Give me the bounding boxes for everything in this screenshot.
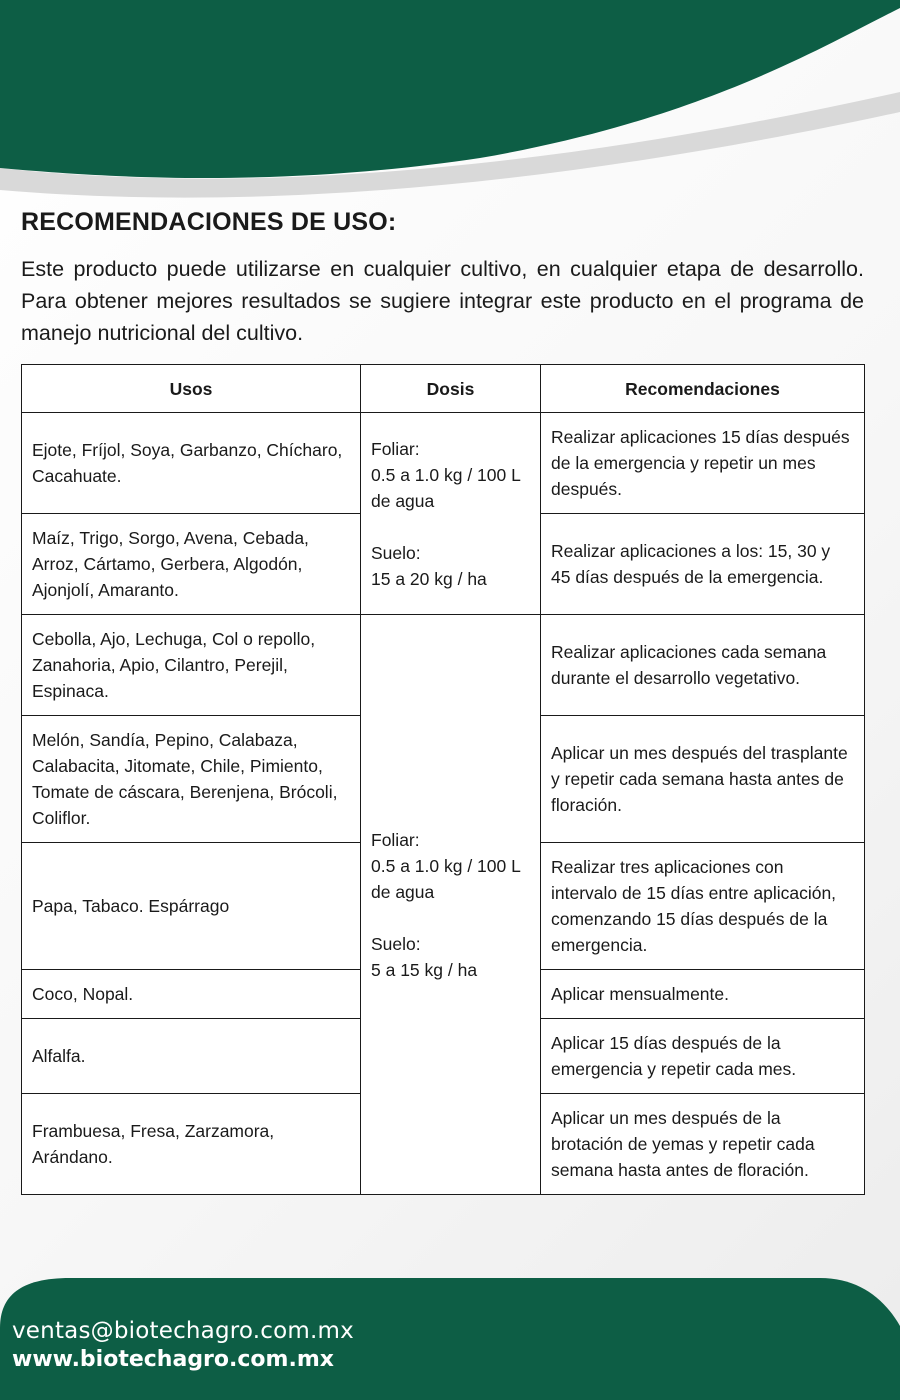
header-wave: [0, 0, 900, 200]
footer-website-link[interactable]: www.biotechagro.com.mx: [12, 1347, 334, 1372]
dosis-cell-group-2: [361, 615, 541, 1195]
header-wave-green: [0, 0, 900, 178]
foliar-value: 0.5 a 1.0 kg / 100 L de agua: [371, 855, 521, 902]
footer-contact: [12, 1316, 354, 1374]
dosis-cell-group-1: [361, 413, 541, 615]
recomendacion-cell: Aplicar un mes después de la brotación de yemas y repetir cada semana hasta antes de floración.: [541, 1094, 865, 1195]
recomendacion-cell: Realizar aplicaciones cada semana durante el desarrollo vegetativo.: [541, 615, 865, 716]
usos-cell: Coco, Nopal.: [22, 970, 361, 1019]
header-recomendaciones: Recomendaciones: [541, 365, 865, 413]
usos-cell: Frambuesa, Fresa, Zarzamora, Arándano.: [22, 1094, 361, 1195]
suelo-value: 5 a 15 kg / ha: [371, 959, 478, 980]
recomendacion-cell: Realizar aplicaciones a los: 15, 30 y 45 días después de la emergencia.: [541, 514, 865, 615]
footer-email-link[interactable]: ventas@biotechagro.com.mx: [12, 1318, 354, 1344]
recomendacion-cell: Realizar aplicaciones 15 días después de la emergencia y repetir un mes después.: [541, 413, 865, 514]
header-usos: Usos: [22, 365, 361, 413]
foliar-label: Foliar:: [371, 438, 420, 459]
usos-cell: Alfalfa.: [22, 1019, 361, 1094]
recomendacion-cell: Realizar tres aplicaciones con intervalo de 15 días entre aplicación, comenzando 15 días después de la emergencia.: [541, 843, 865, 970]
intro-paragraph: Este producto puede utilizarse en cualquier cultivo, en cualquier etapa de desarrollo. Para obtener mejores resultados se sugiere integrar este producto en el programa de manejo nutricional del cultivo.: [21, 257, 864, 345]
usos-cell: Melón, Sandía, Pepino, Calabaza, Calabacita, Jitomate, Chile, Pimiento, Tomate de cáscara, Berenjena, Brócoli, Coliflor.: [22, 716, 361, 843]
usos-cell: Papa, Tabaco. Espárrago: [22, 843, 361, 970]
recomendacion-cell: Aplicar 15 días después de la emergencia y repetir cada mes.: [541, 1019, 865, 1094]
suelo-label: Suelo:: [371, 933, 421, 954]
recomendacion-cell: Aplicar mensualmente.: [541, 970, 865, 1019]
page-title: RECOMENDACIONES DE USO:: [21, 208, 397, 236]
header-dosis: Dosis: [361, 365, 541, 413]
suelo-value: 15 a 20 kg / ha: [371, 568, 487, 589]
foliar-label: Foliar:: [371, 829, 420, 850]
dose-spacer: [371, 514, 530, 540]
recomendacion-cell: Aplicar un mes después del trasplante y repetir cada semana hasta antes de floración.: [541, 716, 865, 843]
table-header-row: [22, 365, 865, 413]
recommendations-table: [21, 364, 865, 1195]
usos-cell: Cebolla, Ajo, Lechuga, Col o repollo, Zanahoria, Apio, Cilantro, Perejil, Espinaca.: [22, 615, 361, 716]
dose-spacer: [371, 905, 530, 931]
usos-cell: Maíz, Trigo, Sorgo, Avena, Cebada, Arroz, Cártamo, Gerbera, Algodón, Ajonjolí, Amaranto.: [22, 514, 361, 615]
table-row: [22, 413, 865, 514]
suelo-label: Suelo:: [371, 542, 421, 563]
table-row: [22, 615, 865, 716]
usos-cell: Ejote, Fríjol, Soya, Garbanzo, Chícharo, Cacahuate.: [22, 413, 361, 514]
foliar-value: 0.5 a 1.0 kg / 100 L de agua: [371, 464, 521, 511]
